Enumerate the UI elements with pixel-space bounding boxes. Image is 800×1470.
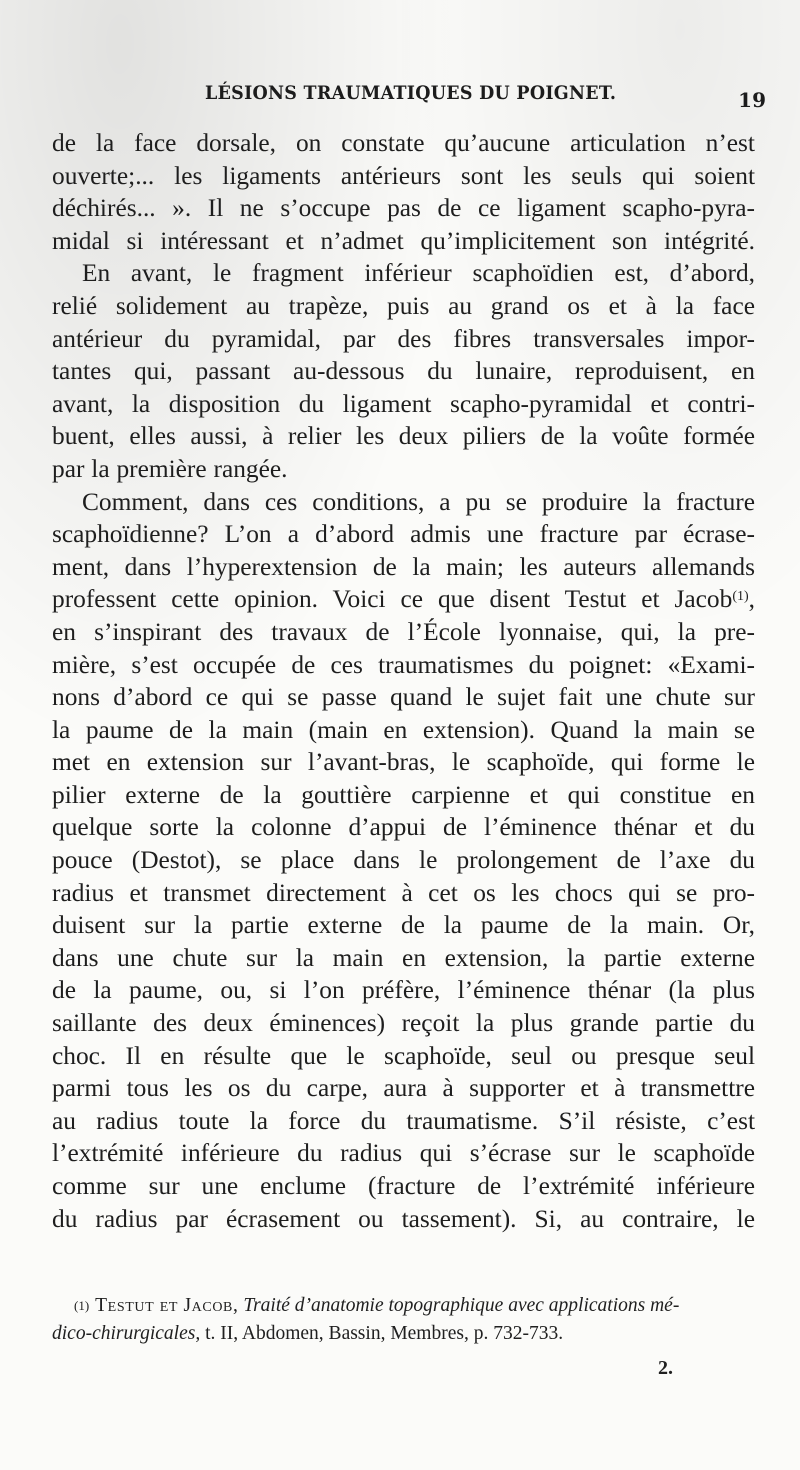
text-fragment: professent cette opinion. Voici ce que disent Testut et Jacob: [52, 585, 733, 614]
text-line: l’extrémité inférieure du radius qui s’écrase sur le scaphoïde: [52, 1139, 755, 1168]
text-line: au radius toute la force du traumatisme. S’il résiste, c’est: [52, 1106, 755, 1135]
footnote-authors: Testut et Jacob,: [95, 1295, 239, 1316]
text-line: mière, s’est occupée de ces traumatismes du poignet: «Exami-: [52, 650, 755, 679]
text-line: relié solidement au trapèze, puis au grand os et à la face: [52, 291, 755, 320]
text-line: tantes qui, passant au-dessous du lunaire, reproduisent, en: [52, 357, 755, 386]
text-line: duisent sur la partie externe de la paume de la main. Or,: [52, 911, 755, 940]
text-line: la paume de la main (main en extension). Quand la main se: [52, 715, 755, 744]
text-line: met en extension sur l’avant-bras, le scaphoïde, qui forme le: [52, 748, 755, 777]
text-line: choc. Il en résulte que le scaphoïde, seul ou presque seul: [52, 1041, 755, 1070]
text-line: pouce (Destot), se place dans le prolongement de l’axe du: [52, 846, 755, 875]
text-line: de la face dorsale, on constate qu’aucune articulation n’est: [52, 129, 755, 157]
text-line: midal si intéressant et n’admet qu’implicitement son intégrité.: [52, 226, 755, 255]
text-line: En avant, le fragment inférieur scaphoïdien est, d’abord,: [82, 259, 755, 288]
text-line: nons d’abord ce qui se passe quand le sujet fait une chute sur: [52, 683, 755, 712]
text-line: par la première rangée.: [52, 454, 288, 483]
text-line: en s’inspirant des travaux de l’École lyonnaise, qui, la pre-: [52, 617, 755, 646]
text-line: quelque sorte la colonne d’appui de l’éminence thénar et du: [52, 813, 755, 842]
text-line: ment, dans l’hyperextension de la main; les auteurs allemands: [52, 552, 755, 581]
footnote: [52, 1292, 755, 1348]
footnote-reference[interactable]: (1): [732, 589, 749, 605]
footnote-title: Traité d’anatomie topographique avec applications mé-: [243, 1295, 680, 1316]
text-line-with-footnote: professent cette opinion. Voici ce que disent Testut et Jacob$^{(1)}$,: [52, 585, 755, 614]
footnote-mark: (1): [74, 1298, 90, 1313]
text-line: dans une chute sur la main en extension, la partie externe: [52, 943, 755, 972]
text-line: ouverte;... les ligaments antérieurs sont les seuls qui soient: [52, 161, 755, 190]
signature-mark: 2.: [658, 1357, 673, 1379]
text-line: pilier externe de la gouttière carpienne et qui constitue en: [52, 780, 755, 809]
footnote-line: [52, 1320, 755, 1348]
running-title: LÉSIONS TRAUMATIQUES DU POIGNET.: [205, 82, 617, 104]
footnote-details: t. II, Abdomen, Bassin, Membres, p. 732-733.: [205, 1323, 564, 1344]
text-line: scaphoïdienne? L’on a d’abord admis une fracture par écrase-: [52, 520, 755, 549]
text-line: buent, elles aussi, à relier les deux piliers de la voûte formée: [52, 422, 755, 451]
text-line: du radius par écrasement ou tassement). Si, au contraire, le: [52, 1204, 755, 1233]
text-line: radius et transmet directement à cet os les chocs qui se pro-: [52, 878, 755, 907]
page-number: 19: [738, 88, 766, 112]
footnote-title-continued: dico-chirurgicales,: [52, 1323, 201, 1344]
text-line: Comment, dans ces conditions, a pu se produire la fracture: [82, 487, 755, 516]
text-line: avant, la disposition du ligament scapho-pyramidal et contri-: [52, 389, 755, 418]
text-line: parmi tous les os du carpe, aura à supporter et à transmettre: [52, 1074, 755, 1103]
text-line: de la paume, ou, si l’on préfère, l’éminence thénar (la plus: [52, 976, 755, 1005]
text-line: déchirés... ». Il ne s’occupe pas de ce ligament scapho-pyra-: [52, 194, 755, 223]
body-text: [52, 127, 755, 1235]
text-line: saillante des deux éminences) reçoit la plus grande partie du: [52, 1009, 755, 1038]
footnote-line: [52, 1292, 755, 1320]
text-line: antérieur du pyramidal, par des fibres transversales impor-: [52, 324, 755, 353]
text-line: comme sur une enclume (fracture de l’extrémité inférieure: [52, 1172, 755, 1200]
